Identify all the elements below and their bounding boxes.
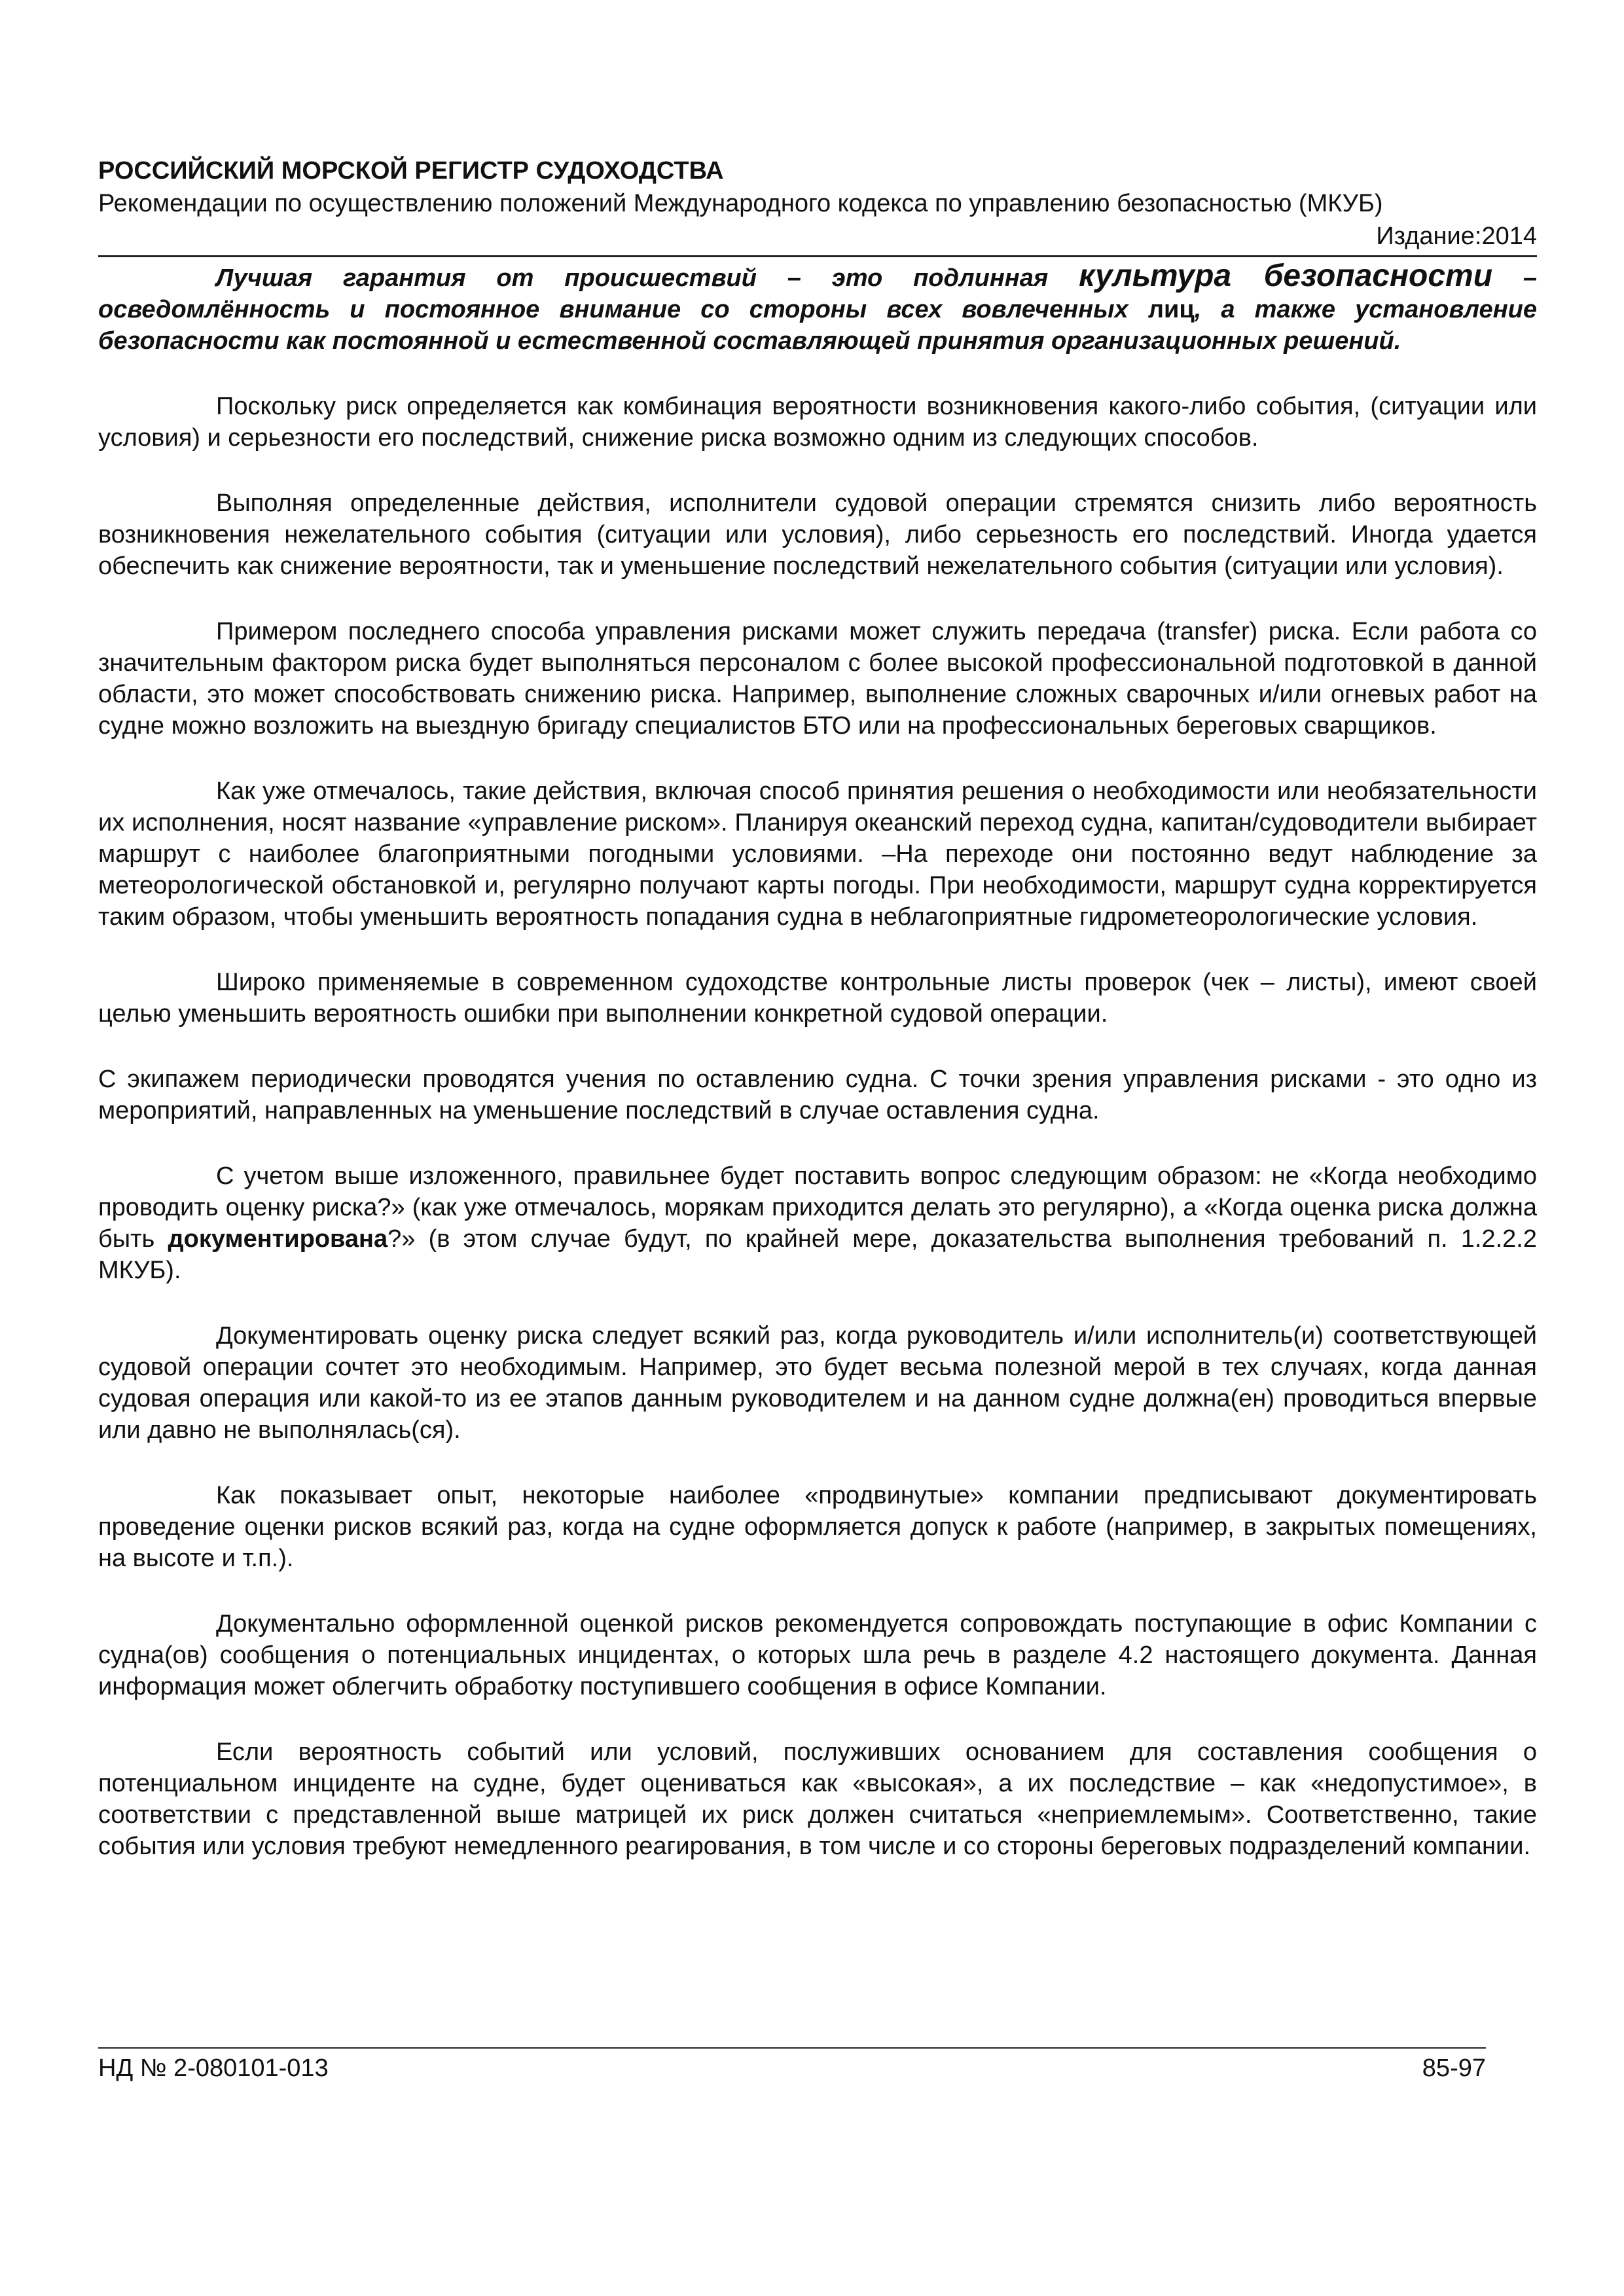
paragraph-incident-reports: Документально оформленной оценкой рисков рекомендуется сопровождать поступающие в офис Компании с судна(ов) сообщения о потенциальных инцидентах, о которых шла речь в разделе 4.2 настоящего документа. Данная информация может облегчить обработку поступившего сообщения в офисе Компании. xyxy=(98,1610,1537,1700)
page-header xyxy=(98,154,1537,253)
organization-name: РОССИЙСКИЙ МОРСКОЙ РЕГИСТР СУДОХОДСТВА xyxy=(98,157,724,185)
paragraph-work-permits: Как показывает опыт, некоторые наиболее «продвинутые» компании предписывают документировать проведение оценки рисков всякий раз, когда на судне оформляется допуск к работе (например, в закрытых помещениях, на высоте и т.п.). xyxy=(98,1482,1537,1572)
intro-text-lic: лиц xyxy=(1147,296,1195,323)
p8-bold-word: документирована xyxy=(168,1225,388,1253)
paragraph-checklists: Широко применяемые в современном судоходстве контрольные листы проверок (чек – листы), имеют своей целью уменьшить вероятность ошибки при выполнении конкретной судовой операции. xyxy=(98,969,1537,1028)
header-divider xyxy=(98,255,1537,257)
paragraph-risk-reduction: Выполняя определенные действия, исполнители судовой операции стремятся снизить либо вероятность возникновения нежелательного события (ситуации или условия), либо серьезность его последствий. Иногда удается обеспечить как снижение вероятности, так и уменьшение последствий нежелательного события (ситуации или условия). xyxy=(98,490,1537,580)
page-number: 85-97 xyxy=(1422,2054,1486,2082)
document-title: Рекомендации по осуществлению положений Международного кодекса по управлению безопасностью (МКУБ) xyxy=(98,190,1383,217)
paragraph-documented-assessment xyxy=(98,1160,1537,1286)
body-text xyxy=(98,260,1537,1862)
p8-text-before: С учетом выше изложенного, правильнее будет поставить вопрос следующим образом: не «Когда необходимо проводить оценку риска?» (как уже отмечалось, морякам приходится делать это регулярно), а «Когда оценка риска должна быть xyxy=(98,1162,1537,1253)
intro-text-3: , а также установление безопасности как постоянной и естественной составляющей принятия организационных решений. xyxy=(98,296,1537,355)
paragraph-risk-management: Как уже отмечалось, такие действия, включая способ принятия решения о необходимости или необязательности их исполнения, носят название «управление риском». Планируя океанский переход судна, капитан/судоводители выбирает маршрут с наиболее благоприятными погодными условиями. –На переходе они постоянно ведут наблюдение за метеорологической обстановкой и, регулярно получают карты погоды. При необходимости, маршрут судна корректируется таким образом, чтобы уменьшить вероятность попадания судна в неблагоприятные гидрометеорологические условия. xyxy=(98,778,1537,931)
edition-label: Издание:2014 xyxy=(1376,223,1537,250)
paragraph-when-to-document: Документировать оценку риска следует всякий раз, когда руководитель и/или исполнитель(и) соответствующей судовой операции сочтет это необходимым. Например, это будет весьма полезной мерой в тех случаях, когда данная судовая операция или какой-то из ее этапов данным руководителем и на данном судне должна(ен) проводиться впервые или давно не выполнялась(ся). xyxy=(98,1322,1537,1444)
document-number: НД № 2-080101-013 xyxy=(98,2054,329,2082)
intro-text-1: Лучшая гарантия от происшествий – это подлинная xyxy=(216,264,1079,292)
paragraph-risk-transfer: Примером последнего способа управления рисками может служить передача (transfer) риска. Если работа со значительным фактором риска будет выполняться персоналом с более высокой профессиональной подготовкой в данной области, это может способствовать снижению риска. Например, выполнение сложных сварочных и/или огневых работ на судне можно возложить на выездную бригаду специалистов БТО или на профессиональных береговых сварщиков. xyxy=(98,618,1537,740)
footer-divider xyxy=(98,2047,1486,2049)
paragraph-risk-definition: Поскольку риск определяется как комбинация вероятности возникновения какого-либо события, (ситуации или условия) и серьезности его последствий, снижение риска возможно одним из следующих способов. xyxy=(98,393,1537,452)
paragraph-abandon-ship-drills: С экипажем периодически проводятся учения по оставлению судна. С точки зрения управления рисками - это одно из мероприятий, направленных на уменьшение последствий в случае оставления судна. xyxy=(98,1066,1537,1124)
intro-paragraph xyxy=(98,260,1537,357)
paragraph-risk-matrix: Если вероятность событий или условий, послуживших основанием для составления сообщения о потенциальном инциденте на судне, будет оцениваться как «высокая», а их последствие – как «недопустимое», в соответствии с представленной выше матрицей их риск должен считаться «неприемлемым». Соответственно, такие события или условия требуют немедленного реагирования, в том числе и со стороны береговых подразделений компании. xyxy=(98,1738,1537,1860)
p8-text-after: ?» (в этом случае будут, по крайней мере, доказательства выполнения требований п. 1.2.2.2 МКУБ). xyxy=(98,1225,1537,1284)
intro-text-2: – осведомлённость и постоянное внимание со стороны всех вовлеченных xyxy=(98,264,1537,323)
safety-culture-emphasis: культура безопасности xyxy=(1079,259,1493,293)
